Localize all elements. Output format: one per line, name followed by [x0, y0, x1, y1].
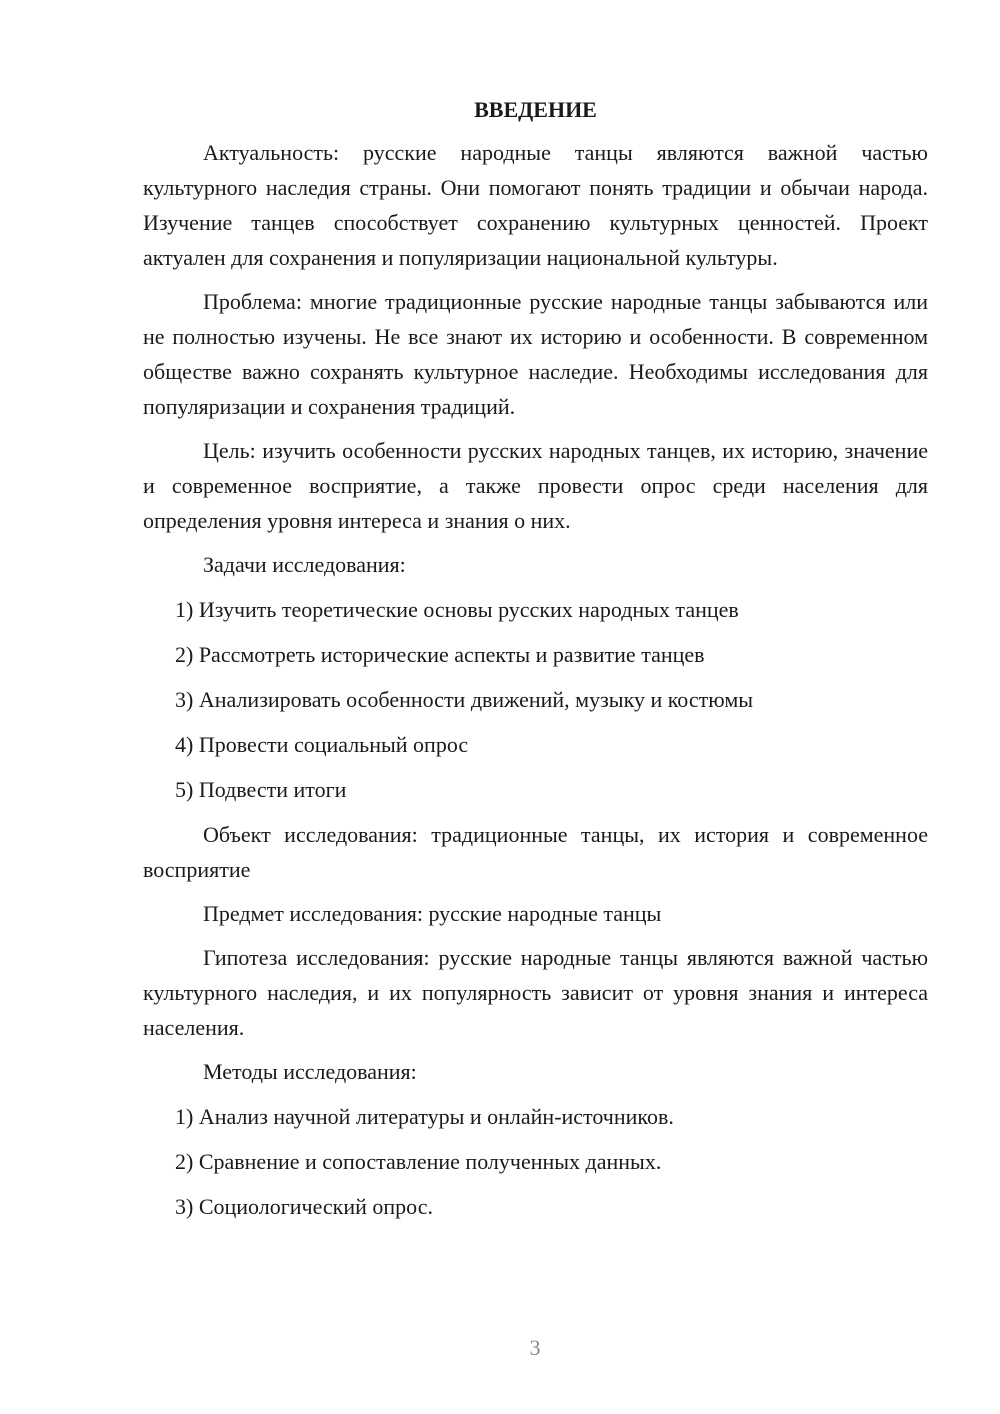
list-item: 3) Социологический опрос.	[175, 1194, 433, 1219]
problem-paragraph: Проблема: многие традиционные русские народные танцы забываются или не полностью изучены. Не все знают их историю и особенности. В современном обществе важно сохранять культурное наследие. Необходимы исследования для популяризации и сохранения традиций.	[143, 289, 928, 419]
methods-list	[143, 1099, 928, 1224]
page-number: 3	[529, 1335, 541, 1360]
list-item: 2) Сравнение и сопоставление полученных данных.	[175, 1149, 662, 1174]
methods-label: Методы исследования:	[203, 1059, 417, 1084]
tasks-list	[143, 592, 928, 807]
document-page	[143, 95, 928, 1234]
hypothesis-paragraph: Гипотеза исследования: русские народные танцы являются важной частью культурного наследия, и их популярность зависит от уровня знания и интереса населения.	[143, 945, 928, 1040]
goal-paragraph: Цель: изучить особенности русских народных танцев, их историю, значение и современное восприятие, а также провести опрос среди населения для определения уровня интереса и знания о них.	[143, 438, 928, 533]
list-item: 5) Подвести итоги	[175, 777, 347, 802]
list-item: 2) Рассмотреть исторические аспекты и развитие танцев	[175, 642, 705, 667]
list-item: 3) Анализировать особенности движений, музыку и костюмы	[175, 687, 754, 712]
tasks-label: Задачи исследования:	[203, 552, 406, 577]
list-item: 1) Изучить теоретические основы русских народных танцев	[175, 597, 739, 622]
list-item: 1) Анализ научной литературы и онлайн-источников.	[175, 1104, 674, 1129]
page-title: ВВЕДЕНИЕ	[474, 97, 597, 122]
relevance-paragraph: Актуальность: русские народные танцы являются важной частью культурного наследия страны. Они помогают понять традиции и обычаи народа. Изучение танцев способствует сохранению культурных ценностей. Проект актуален для сохранения и популяризации национальной культуры.	[143, 140, 928, 270]
object-paragraph: Объект исследования: традиционные танцы, их история и современное восприятие	[143, 822, 928, 882]
subject-paragraph: Предмет исследования: русские народные танцы	[203, 901, 662, 926]
list-item: 4) Провести социальный опрос	[175, 732, 469, 757]
